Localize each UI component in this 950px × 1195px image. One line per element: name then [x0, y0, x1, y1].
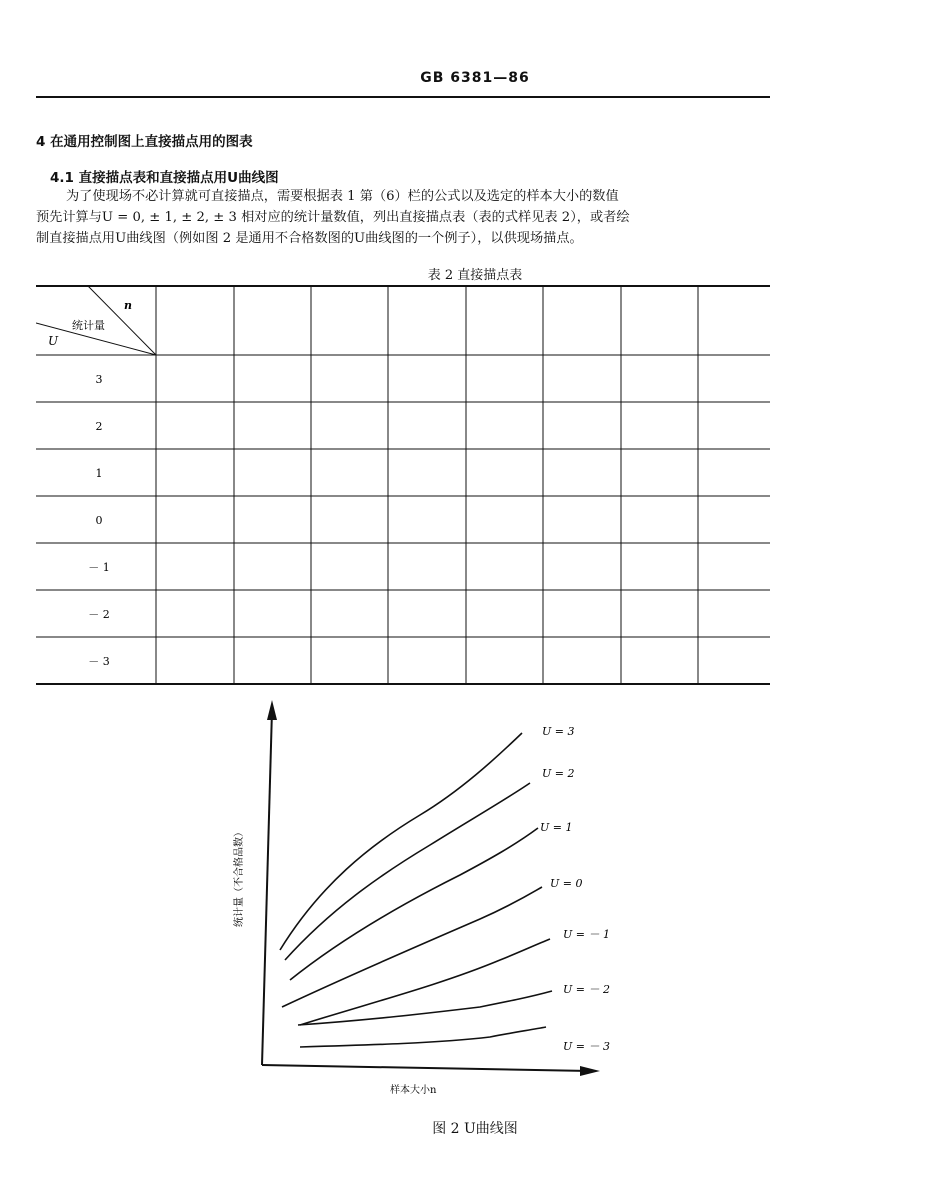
row-labels — [88, 373, 110, 668]
row-label: － 3 — [88, 655, 110, 668]
x-axis-arrow — [580, 1066, 600, 1076]
curve-u-minus-3 — [300, 1027, 546, 1047]
y-axis-label: 统计量（不合格品数） — [234, 827, 245, 927]
curve-label-u-minus-3: U = － 3 — [563, 1040, 610, 1053]
table-2-caption: 表 2 直接描点表 — [427, 268, 523, 283]
x-axis — [262, 1065, 590, 1071]
x-axis-label: 样本大小n — [390, 1085, 437, 1096]
curve-label-u-minus-1: U = － 1 — [563, 928, 610, 941]
figure-2-caption: 图 2 U曲线图 — [432, 1121, 518, 1137]
curve-u-minus-2 — [298, 991, 552, 1025]
header-rule — [36, 96, 770, 98]
u-curve-figure — [220, 695, 630, 1115]
paragraph-line-2: 预先计算与U = 0, ± 1, ± 2, ± 3 相对应的统计量数值，列出直接描点表（表的式样见表 2），或者绘 — [36, 210, 630, 225]
curve-labels — [540, 725, 610, 1053]
curve-u-0 — [282, 887, 542, 1007]
y-axis-arrow — [267, 700, 277, 720]
paragraph-line-3: 制直接描点用U曲线图（例如图 2 是通用不合格数图的U曲线图的一个例子），以供现场描点。 — [36, 231, 583, 246]
header-n-label: n — [124, 299, 132, 312]
row-label: － 2 — [88, 608, 110, 621]
paragraph-line-1: 为了使现场不必计算就可直接描点，需要根据表 1 第（6）栏的公式以及选定的样本大小的数值 — [66, 189, 619, 204]
header-statistic-label: 统计量 — [72, 319, 105, 332]
curve-label-u-0: U = 0 — [550, 877, 583, 890]
row-label: － 1 — [88, 561, 110, 574]
curve-label-u-minus-2: U = － 2 — [563, 983, 610, 996]
direct-plotting-table — [36, 285, 770, 685]
curve-u-plus-3 — [280, 733, 522, 950]
curve-label-u-plus-1: U = 1 — [540, 821, 573, 834]
table-column-lines — [156, 286, 698, 684]
standard-number-header: GB 6381—86 — [420, 70, 530, 86]
curve-u-plus-2 — [285, 783, 530, 960]
curve-label-u-plus-3: U = 3 — [542, 725, 575, 738]
row-label: 1 — [95, 467, 103, 480]
section-4-1-heading: 4.1 直接描点表和直接描点用U曲线图 — [50, 170, 279, 186]
section-4-1-paragraph — [36, 186, 774, 249]
header-u-label: U — [48, 334, 59, 348]
row-label: 0 — [95, 514, 103, 527]
row-label: 2 — [95, 420, 103, 433]
curve-u-plus-1 — [290, 828, 538, 980]
section-4-heading: 4 在通用控制图上直接描点用的图表 — [36, 134, 253, 150]
y-axis — [262, 710, 272, 1065]
table-row-lines — [36, 355, 770, 637]
row-label: 3 — [95, 373, 103, 386]
curve-label-u-plus-2: U = 2 — [542, 767, 575, 780]
